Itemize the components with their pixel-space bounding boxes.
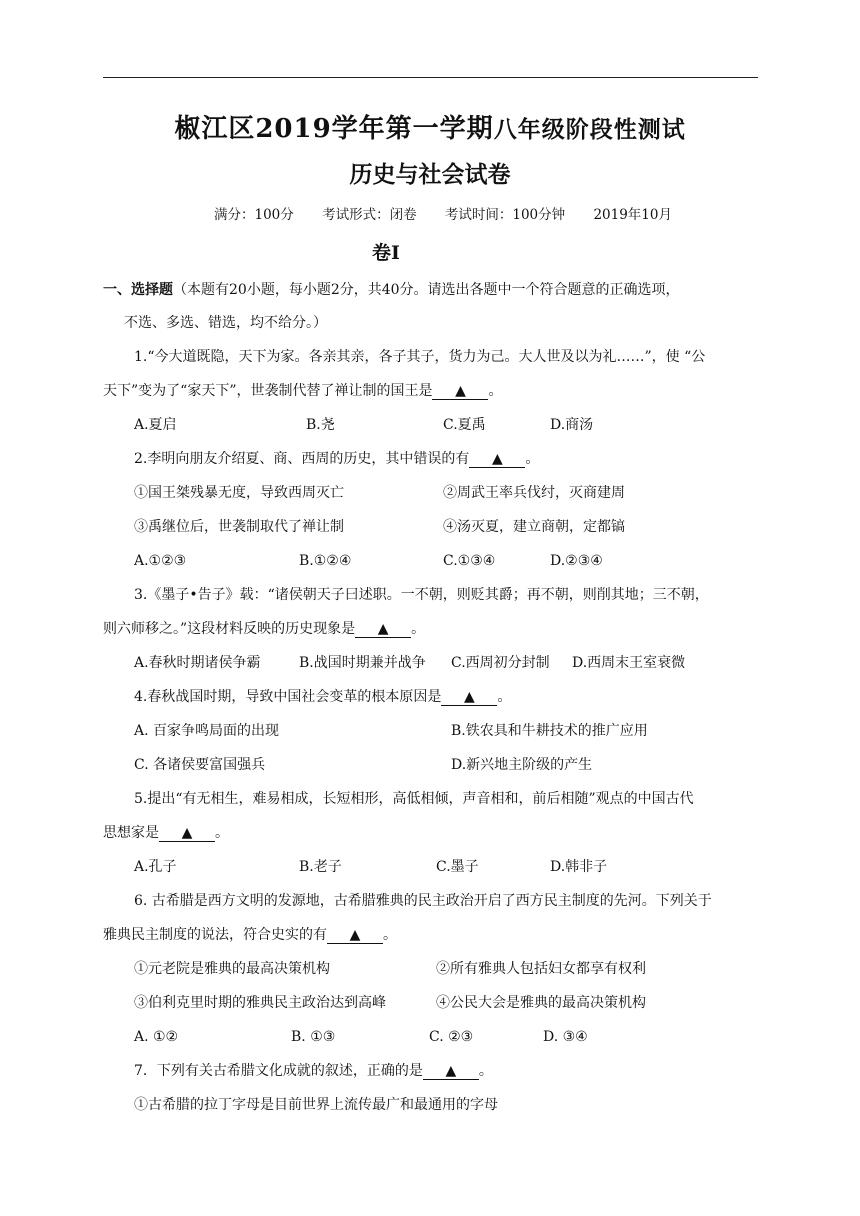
answer-blank: ▲ [469,451,525,468]
exam-title [0,108,860,145]
q3-option-b: B.战国时期兼并战争 [299,655,426,671]
q4-end: 。 [497,689,512,705]
q1-text: 天下”变为了“家天下”，世袭制代替了禅让制的国王是 [103,383,433,399]
top-rule [103,77,758,78]
info-format: 考试形式：闭卷 [322,207,417,223]
answer-blank: ▲ [355,621,411,638]
exam-subtitle: 历史与社会试卷 [349,161,511,188]
answer-blank: ▲ [159,825,215,842]
q7-item-1: ①古希腊的拉丁字母是目前世界上流传最广和最通用的字母 [134,1097,498,1113]
q2-item-1: ①国王桀残暴无度，导致西周灭亡 [134,485,344,501]
volume-label: 卷Ⅰ [372,242,400,264]
q5-option-d: D.韩非子 [550,859,608,875]
q6-item-3: ③伯利克里时期的雅典民主政治达到高峰 [134,995,386,1011]
q3-option-a: A.春秋时期诸侯争霸 [134,655,261,671]
info-date: 2019年10月 [593,207,672,223]
q4-option-a: A. 百家争鸣局面的出现 [134,723,280,739]
q1-option-a: A.夏启 [134,417,177,433]
q7-text: 7．下列有关古希腊文化成就的叙述，正确的是 [134,1063,423,1079]
q5-option-b: B.老子 [299,859,342,875]
q3-text: 则六师移之。”这段材料反映的历史现象是 [103,621,356,637]
info-score: 满分：100分 [214,207,294,223]
q4-option-d: D.新兴地主阶级的产生 [451,757,593,773]
q2-end: 。 [525,451,540,467]
q2-option-c: C.①③④ [443,553,496,569]
q6-line1: 6. 古希腊是西方文明的发源地，古希腊雅典的民主政治开启了西方民主制度的先河。下列关于 [134,893,712,909]
section-label: 一、选择题 [103,282,173,298]
section-instructions-1: （本题有20小题，每小题2分，共40分。请选出各题中一个符合题意的正确选项， [173,282,680,298]
info-time: 考试时间：100分钟 [444,207,566,223]
answer-blank: ▲ [432,383,488,400]
q6-item-1: ①元老院是雅典的最高决策机构 [134,961,330,977]
q6-item-4: ④公民大会是雅典的最高决策机构 [436,995,646,1011]
answer-blank: ▲ [327,927,383,944]
q2-line1 [134,449,539,469]
q6-end: 。 [383,927,397,943]
q5-option-a: A.孔子 [134,859,177,875]
q3-end: 。 [411,621,426,637]
section-header [103,280,680,300]
q5-line1: 5.提出“有无相生，难易相成，长短相形，高低相倾，声音相和，前后相随”观点的中国古代 [134,791,694,807]
q6-text: 雅典民主制度的说法，符合史实的有 [103,927,327,943]
q2-option-b: B.①②④ [299,553,352,569]
q4-text: 4.春秋战国时期，导致中国社会变革的根本原因是 [134,689,442,705]
q6-option-a: A. ①② [134,1029,179,1045]
answer-blank: ▲ [441,689,497,706]
q4-line1 [134,687,511,707]
exam-info [214,203,696,223]
q6-option-b: B. ①③ [291,1029,336,1045]
q1-line1: 1.“今大道既隐，天下为家。各亲其亲，各子其子，货力为己。大人世及以为礼……”，使 “公 [134,349,706,365]
q1-line2 [103,381,502,401]
q5-option-c: C.墨子 [436,859,479,875]
q2-option-d: D.②③④ [550,553,603,569]
q5-text: 思想家是 [103,825,159,841]
q2-text: 2.李明向朋友介绍夏、商、西周的历史，其中错误的有 [134,451,470,467]
q5-end: 。 [215,825,229,841]
q6-line2 [103,925,397,945]
q5-line2 [103,823,229,843]
q1-option-c: C.夏禹 [443,417,486,433]
q1-option-b: B.尧 [306,417,335,433]
title-part1: 椒江区2019学年第一学期 [174,114,494,144]
q7-line1 [134,1061,493,1081]
q3-option-c: C.西周初分封制 [451,655,550,671]
title-part2: 八年级阶段性测试 [493,116,686,143]
q3-line2 [103,619,425,639]
q4-option-b: B.铁农具和牛耕技术的推广应用 [451,723,648,739]
q1-end: 。 [488,383,503,399]
q3-option-d: D.西周末王室衰微 [572,655,686,671]
q6-option-d: D. ③④ [543,1029,588,1045]
section-instructions-2: 不选、多选、错选，均不给分。） [124,315,327,331]
q4-option-c: C. 各诸侯要富国强兵 [134,757,266,773]
q1-option-d: D.商汤 [550,417,594,433]
answer-blank: ▲ [423,1063,479,1080]
q2-item-4: ④汤灭夏，建立商朝，定都镐 [443,519,625,535]
q2-item-3: ③禹继位后，世袭制取代了禅让制 [134,519,344,535]
q2-option-a: A.①②③ [134,553,187,569]
q6-option-c: C. ②③ [429,1029,474,1045]
q6-item-2: ②所有雅典人包括妇女都享有权利 [436,961,646,977]
q2-item-2: ②周武王率兵伐纣，灭商建周 [443,485,625,501]
q7-end: 。 [478,1063,493,1079]
q3-line1: 3.《墨子•告子》载：“诸侯朝天子曰述职。一不朝，则贬其爵；再不朝，则削其地；三不朝， [134,587,709,603]
